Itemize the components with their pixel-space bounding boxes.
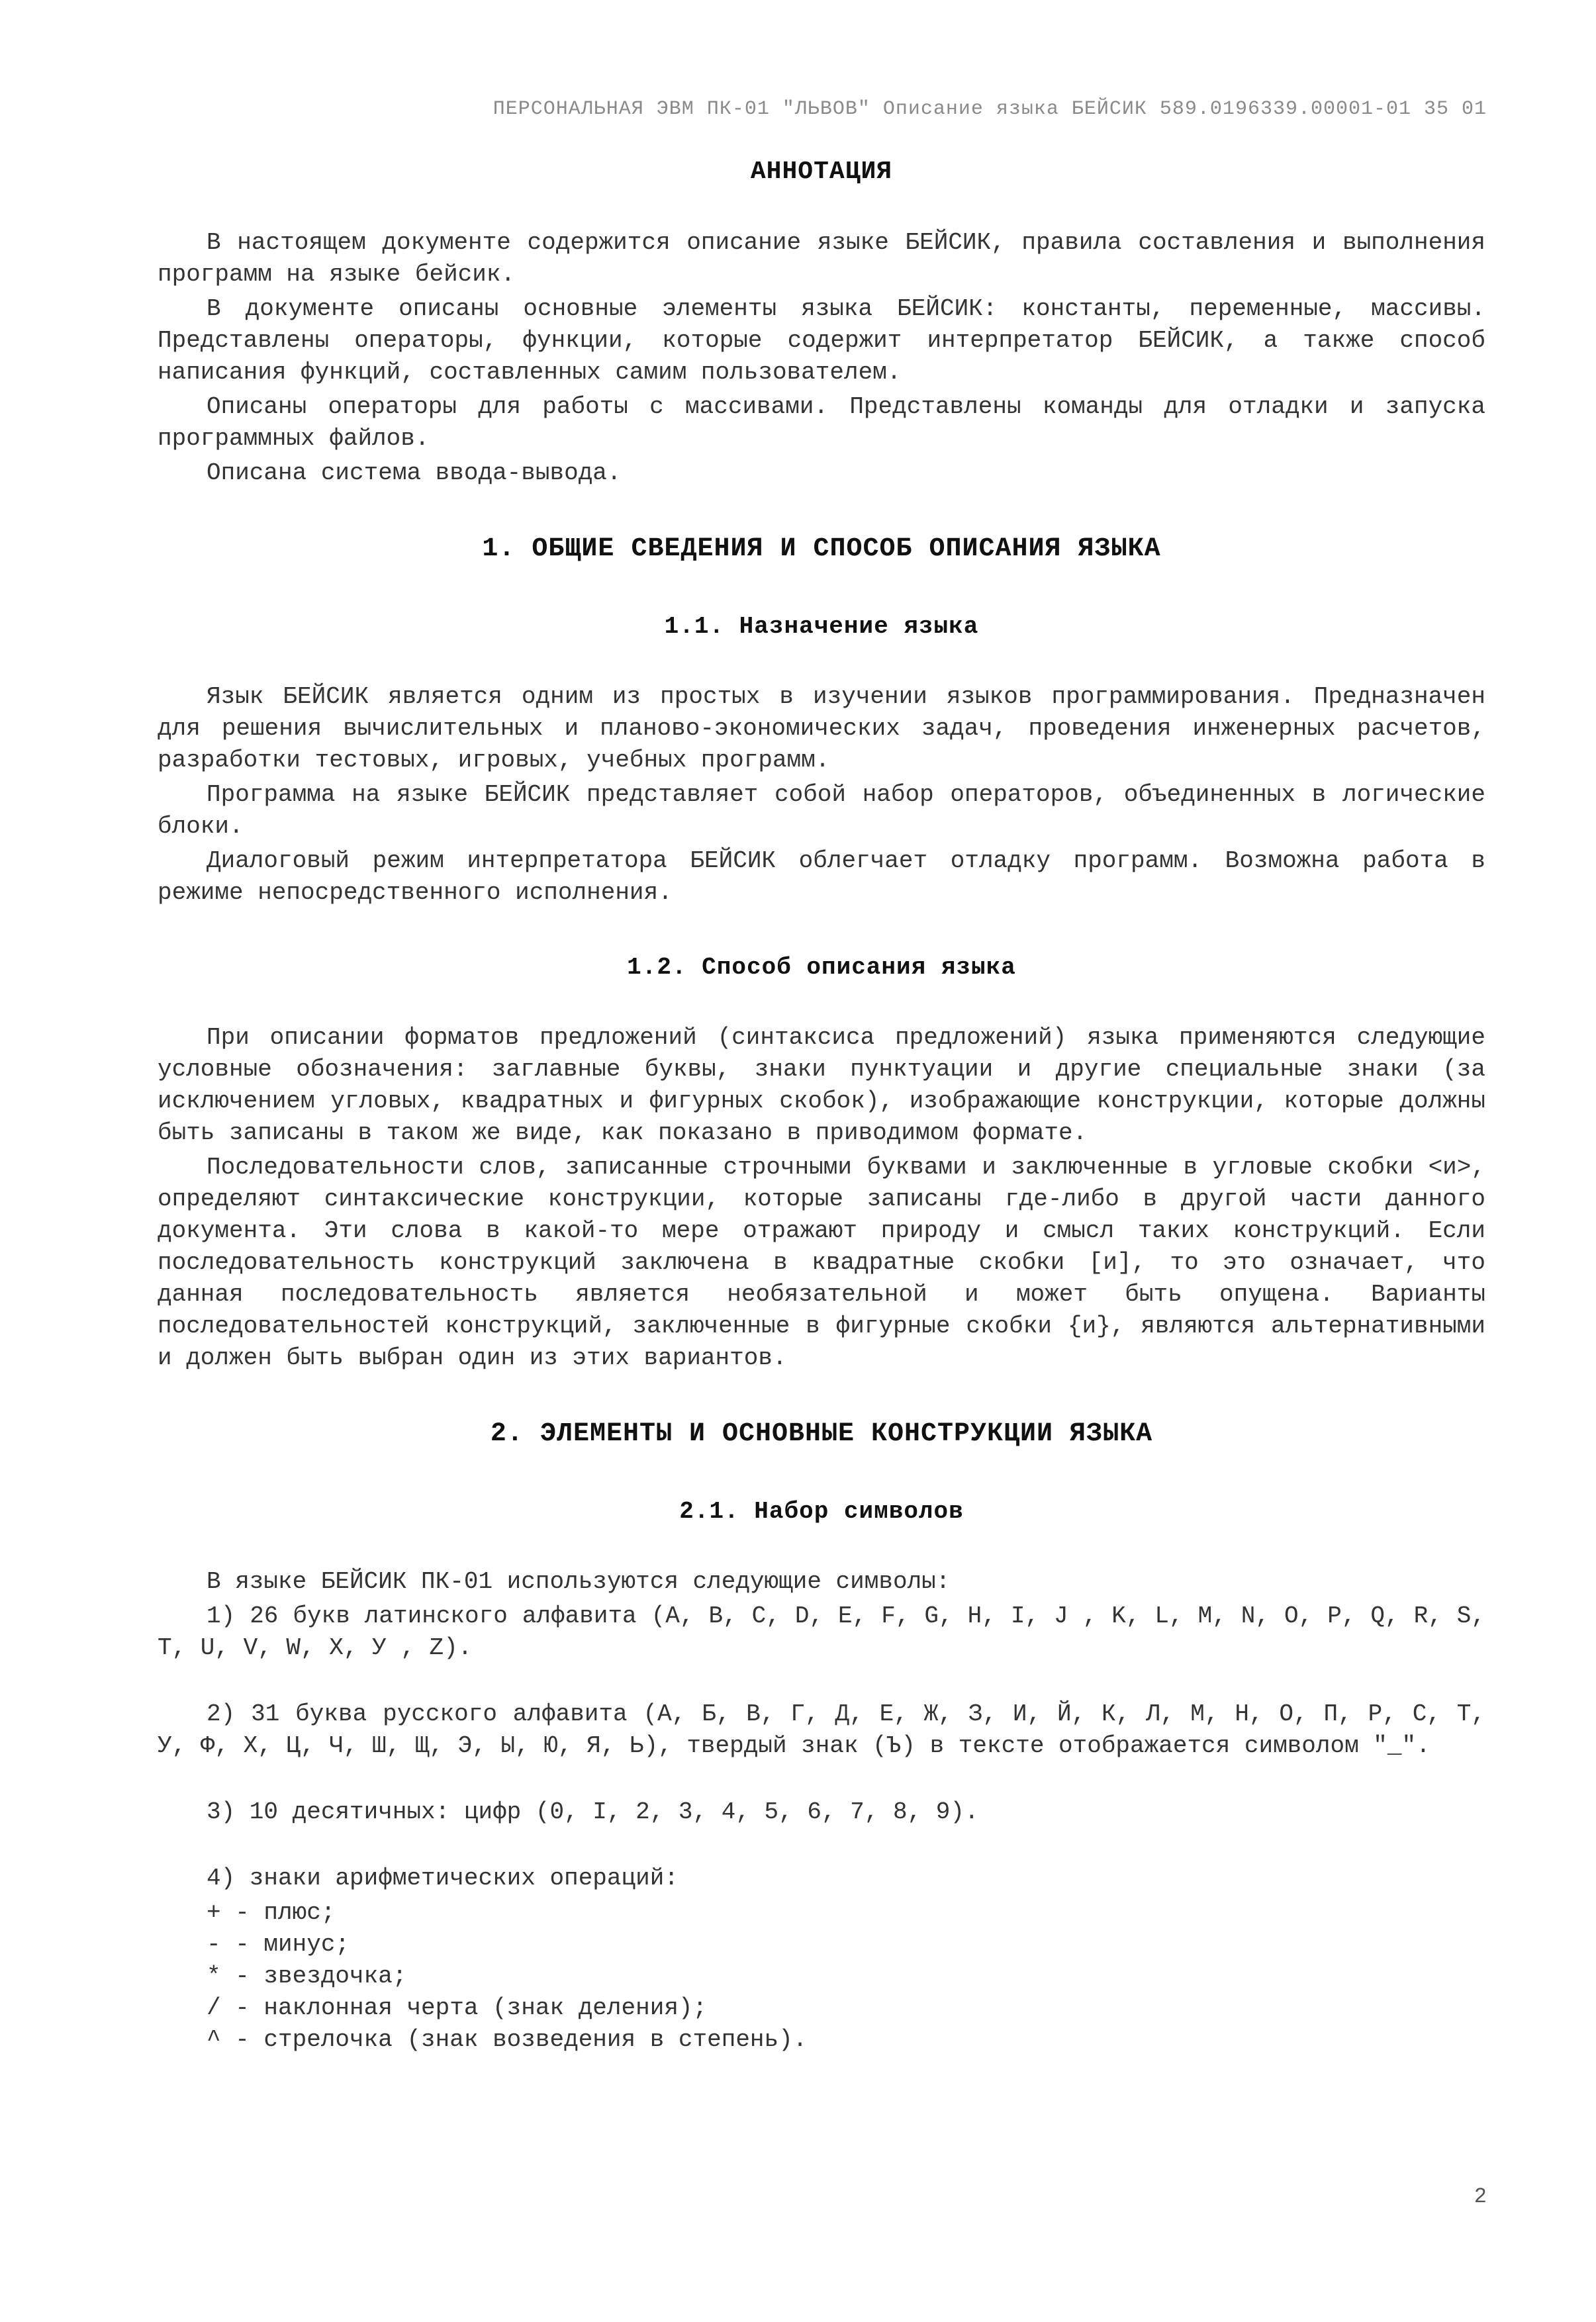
operation-item: * - звездочка; (207, 1963, 407, 1990)
running-header: ПЕРСОНАЛЬНАЯ ЭВМ ПК-01 "ЛЬВОВ" Описание языка БЕЙСИК 589.0196339.00001-01 35 01 (493, 98, 1487, 120)
subsection-1-2-title: 1.2. Способ описания языка (627, 954, 1016, 981)
page-number: 2 (1474, 2184, 1487, 2209)
symbols-item-digits: 3) 10 десятичных: цифр (0, I, 2, 3, 4, 5, 6, 7, 8, 9). (207, 1798, 979, 1826)
operation-item: - - минус; (207, 1931, 350, 1958)
annotation-title: АННОТАЦИЯ (750, 158, 893, 186)
subsection-2-1-title: 2.1. Набор символов (679, 1498, 964, 1525)
section-2-title: 2. ЭЛЕМЕНТЫ И ОСНОВНЫЕ КОНСТРУКЦИИ ЯЗЫКА (490, 1419, 1153, 1449)
annotation-paragraph: Описана система ввода-вывода. (207, 459, 622, 487)
symbols-item-russian: 2) 31 буква русского алфавита (А, Б, В, Г, Д, Е, Ж, З, И, Й, К, Л, М, Н, О, П, Р, С, Т, У, Ф, Х, Ц, Ч, Ш, Щ, Э, Ы, Ю, Я, Ь), твердый знак (Ъ) в тексте отображается символом "_". (158, 1700, 1485, 1759)
body-paragraph: Программа на языке БЕЙСИК представляет собой набор операторов, объединенных в логические блоки. (158, 781, 1485, 840)
symbols-item-operations: 4) знаки арифметических операций: (207, 1865, 679, 1892)
annotation-paragraph: Описаны операторы для работы с массивами. Представлены команды для отладки и запуска программных файлов. (158, 393, 1485, 452)
body-paragraph: Язык БЕЙСИК является одним из простых в изучении языков программирования. Предназначен для решения вычислительных и планово-экономических задач, проведения инженерных расчетов, разработки тестовых, игровых, учебных программ. (158, 683, 1485, 774)
body-paragraph: При описании форматов предложений (синтаксиса предложений) языка применяются следующие условные обозначения: заглавные буквы, знаки пунктуации и другие специальные знаки (за исключением угловых, квадратных и фигурных скобок), изображающие конструкции, которые должны быть записаны в таком же виде, как показано в приводимом формате. (158, 1024, 1485, 1146)
operation-item: / - наклонная черта (знак деления); (207, 1994, 708, 2021)
subsection-1-1-title: 1.1. Назначение языка (664, 613, 979, 640)
page-content (158, 154, 1485, 2056)
annotation-paragraph: В настоящем документе содержится описание языке БЕЙСИК, правила составления и выполнения программ на языке бейсик. (158, 229, 1485, 288)
symbols-item-latin: 1) 26 букв латинского алфавита (A, B, C, D, E, F, G, H, I, J , K, L, M, N, O, P, Q, R, S, T, U, V, W, X, У , Z). (158, 1602, 1485, 1661)
body-paragraph: Последовательности слов, записанные строчными буквами и заключенные в угловые скобки <и>, определяют синтаксические конструкции, которые записаны где-либо в другой части данного документа. Эти слова в какой-то мере отражают природу и смысл таких конструкций. Если последовательность конструкций заключена в квадратные скобки [и], то это означает, что данная последовательность является необязательной и может быть опущена. Варианты последовательностей конструкций, заключенные в фигурные скобки {и}, являются альтернативными и должен быть выбран один из этих вариантов. (158, 1154, 1485, 1371)
operation-item: + - плюс; (207, 1899, 336, 1926)
body-paragraph: Диалоговый режим интерпретатора БЕЙСИК облегчает отладку программ. Возможна работа в режиме непосредственного исполнения. (158, 847, 1485, 906)
section-1-title: 1. ОБЩИЕ СВЕДЕНИЯ И СПОСОБ ОПИСАНИЯ ЯЗЫКА (482, 534, 1161, 564)
symbols-intro: В языке БЕЙСИК ПК-01 используются следующие символы: (207, 1568, 951, 1595)
annotation-paragraph: В документе описаны основные элементы языка БЕЙСИК: константы, переменные, массивы. Представлены операторы, функции, которые содержит интерпретатор БЕЙСИК, а также способ написания функций, составленных самим пользователем. (158, 295, 1485, 386)
operation-item: ^ - стрелочка (знак возведения в степень). (207, 2026, 808, 2053)
